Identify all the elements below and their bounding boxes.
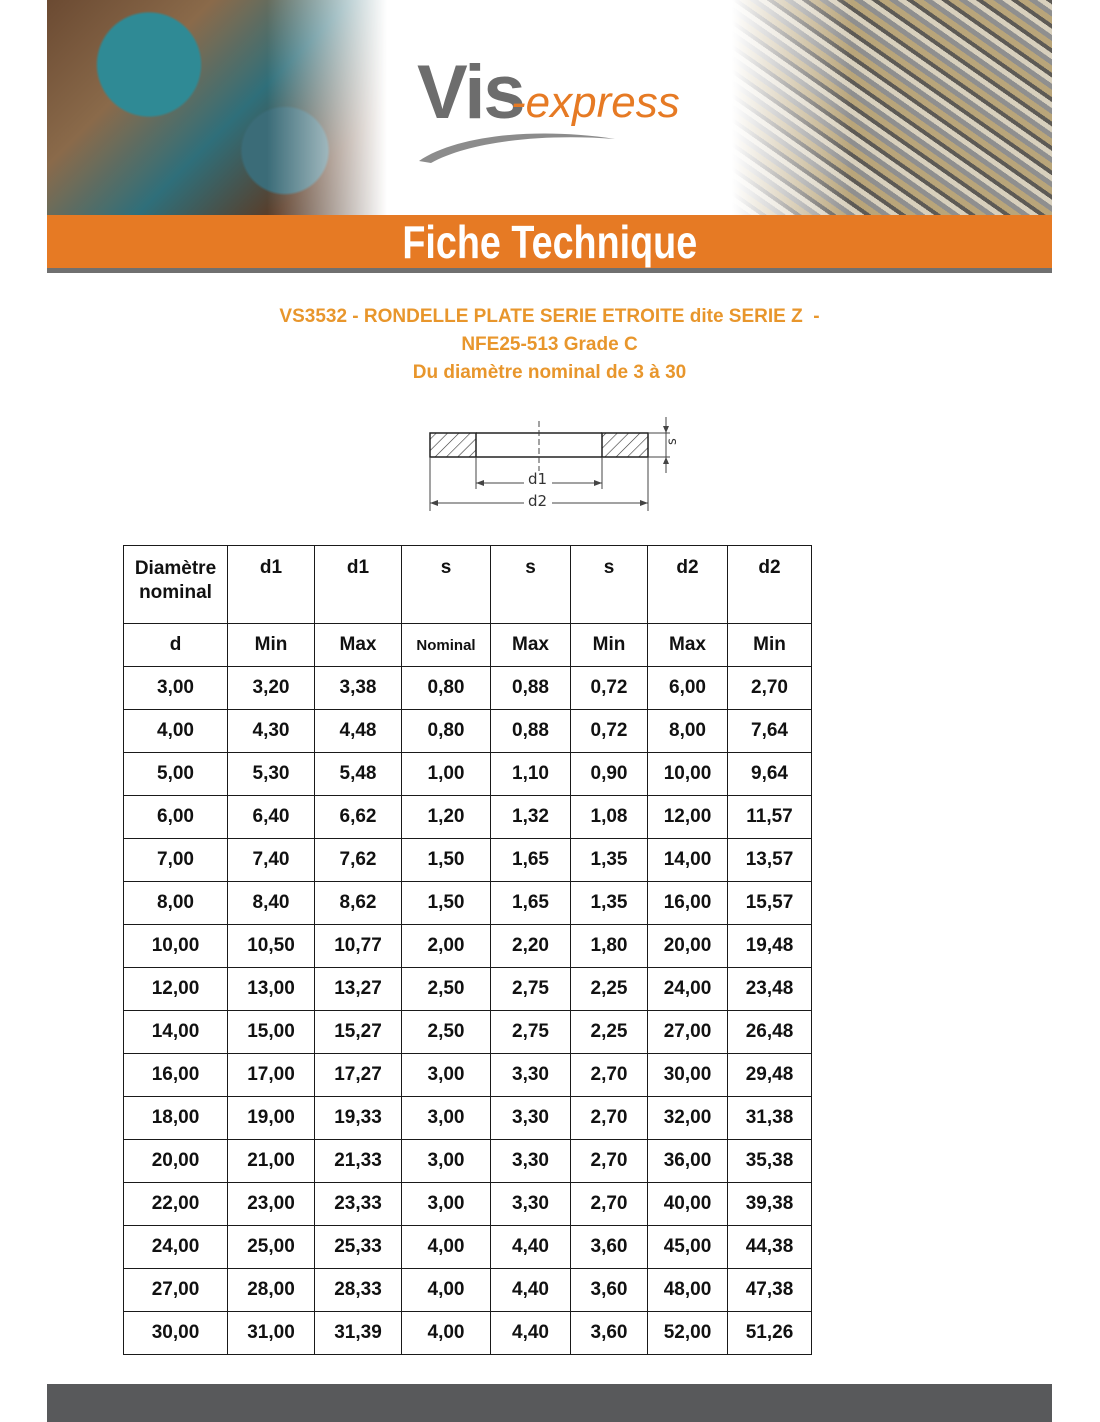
table-row	[124, 796, 812, 839]
title-line-2: NFE25-513 Grade C	[461, 334, 638, 355]
table-cell: 2,70	[571, 1140, 648, 1183]
table-row	[124, 1312, 812, 1355]
table-cell: 23,48	[728, 968, 812, 1011]
table-cell: s	[402, 546, 491, 624]
table-cell: 12,00	[648, 796, 728, 839]
title-line-3: Du diamètre nominal de 3 à 30	[412, 362, 687, 383]
table-cell: 1,50	[402, 882, 491, 925]
table-cell: 1,65	[491, 839, 571, 882]
table-cell: Max	[315, 624, 402, 667]
table-cell: 2,50	[402, 968, 491, 1011]
table-cell: 36,00	[648, 1140, 728, 1183]
table-row	[124, 1097, 812, 1140]
table-cell: 1,00	[402, 753, 491, 796]
table-cell: 48,00	[648, 1269, 728, 1312]
footer-bar	[47, 1384, 1052, 1422]
table-cell: 20,00	[648, 925, 728, 968]
table-row	[124, 1054, 812, 1097]
table-row	[124, 1011, 812, 1054]
table-row	[124, 753, 812, 796]
table-cell: 21,00	[228, 1140, 315, 1183]
washer-cross-section-diagram	[420, 415, 680, 515]
table-cell: Max	[491, 624, 571, 667]
table-cell: 7,64	[728, 710, 812, 753]
table-cell: 2,50	[402, 1011, 491, 1054]
table-cell: 23,00	[228, 1183, 315, 1226]
table-cell: 2,00	[402, 925, 491, 968]
table-cell: 10,77	[315, 925, 402, 968]
table-cell: 4,00	[124, 710, 228, 753]
table-row	[124, 1269, 812, 1312]
table-cell: 7,00	[124, 839, 228, 882]
table-cell: 28,33	[315, 1269, 402, 1312]
table-cell: 6,00	[648, 667, 728, 710]
logo-text-main: Vis	[417, 50, 524, 135]
table-cell: 13,27	[315, 968, 402, 1011]
table-cell: 5,30	[228, 753, 315, 796]
section-banner	[47, 215, 1052, 273]
table-cell: 31,39	[315, 1312, 402, 1355]
table-cell: 23,33	[315, 1183, 402, 1226]
table-cell: 17,27	[315, 1054, 402, 1097]
table-cell: 20,00	[124, 1140, 228, 1183]
table-cell: 1,20	[402, 796, 491, 839]
table-row	[124, 1183, 812, 1226]
table-cell: 27,00	[648, 1011, 728, 1054]
table-cell: 3,00	[402, 1054, 491, 1097]
table-cell: 25,33	[315, 1226, 402, 1269]
table-cell: 9,64	[728, 753, 812, 796]
table-cell: 2,75	[491, 968, 571, 1011]
table-cell: 31,38	[728, 1097, 812, 1140]
table-cell: 1,80	[571, 925, 648, 968]
table-cell: 1,50	[402, 839, 491, 882]
table-cell: 19,00	[228, 1097, 315, 1140]
table-cell: d2	[728, 546, 812, 624]
table-cell: 0,90	[571, 753, 648, 796]
table-cell: Nominal	[402, 624, 491, 667]
table-cell: Max	[648, 624, 728, 667]
table-cell: 3,00	[402, 1183, 491, 1226]
table-row	[124, 925, 812, 968]
table-cell: 1,10	[491, 753, 571, 796]
table-row	[124, 839, 812, 882]
brand-logo	[407, 50, 707, 165]
table-cell: 4,40	[491, 1312, 571, 1355]
table-cell: 11,57	[728, 796, 812, 839]
table-cell: Min	[571, 624, 648, 667]
table-cell: 15,00	[228, 1011, 315, 1054]
table-cell: 6,00	[124, 796, 228, 839]
table-cell: 2,25	[571, 1011, 648, 1054]
table-cell: 15,27	[315, 1011, 402, 1054]
table-row	[124, 1140, 812, 1183]
table-row	[124, 968, 812, 1011]
table-cell: 24,00	[124, 1226, 228, 1269]
table-cell: 2,70	[571, 1054, 648, 1097]
table-cell: 0,88	[491, 667, 571, 710]
product-title	[47, 303, 1052, 387]
table-cell: 4,00	[402, 1312, 491, 1355]
header-photo-tools	[47, 0, 387, 215]
table-cell: 4,48	[315, 710, 402, 753]
table-cell: 14,00	[124, 1011, 228, 1054]
table-cell: 44,38	[728, 1226, 812, 1269]
table-cell: 8,00	[124, 882, 228, 925]
table-cell: 30,00	[124, 1312, 228, 1355]
table-cell: 3,60	[571, 1312, 648, 1355]
table-cell: 19,48	[728, 925, 812, 968]
logo-swoosh-icon	[417, 125, 617, 165]
table-cell: 0,80	[402, 667, 491, 710]
table-cell: 2,75	[491, 1011, 571, 1054]
table-cell: 3,00	[124, 667, 228, 710]
table-cell: 40,00	[648, 1183, 728, 1226]
table-cell: 7,40	[228, 839, 315, 882]
table-cell: 3,30	[491, 1054, 571, 1097]
table-cell: 8,00	[648, 710, 728, 753]
table-cell: 52,00	[648, 1312, 728, 1355]
table-cell: 1,35	[571, 839, 648, 882]
table-cell: 4,00	[402, 1269, 491, 1312]
table-cell: d	[124, 624, 228, 667]
table-cell: 17,00	[228, 1054, 315, 1097]
table-cell: 10,00	[124, 925, 228, 968]
table-cell: 2,20	[491, 925, 571, 968]
table-cell: 4,00	[402, 1226, 491, 1269]
header-photo-screws	[732, 0, 1052, 215]
table-cell: 3,60	[571, 1269, 648, 1312]
table-row	[124, 1226, 812, 1269]
table-cell: 3,38	[315, 667, 402, 710]
table-cell: 21,33	[315, 1140, 402, 1183]
table-cell: 1,08	[571, 796, 648, 839]
table-cell: 3,20	[228, 667, 315, 710]
table-cell: 3,00	[402, 1140, 491, 1183]
table-cell: d1	[228, 546, 315, 624]
table-cell: 2,70	[571, 1097, 648, 1140]
table-cell: 8,62	[315, 882, 402, 925]
table-cell: 16,00	[124, 1054, 228, 1097]
table-cell: 31,00	[228, 1312, 315, 1355]
table-cell: 24,00	[648, 968, 728, 1011]
table-cell: 0,72	[571, 667, 648, 710]
table-row	[124, 667, 812, 710]
banner-title: Fiche Technique	[402, 215, 697, 268]
table-cell: s	[571, 546, 648, 624]
table-cell: 0,72	[571, 710, 648, 753]
table-cell: 4,30	[228, 710, 315, 753]
table-cell: 45,00	[648, 1226, 728, 1269]
table-cell: 1,65	[491, 882, 571, 925]
table-row	[124, 882, 812, 925]
table-header-row-units	[124, 624, 812, 667]
table-cell: Diamètre nominal	[124, 546, 228, 624]
table-cell: 10,50	[228, 925, 315, 968]
table-cell: 26,48	[728, 1011, 812, 1054]
table-cell: 22,00	[124, 1183, 228, 1226]
table-cell: 29,48	[728, 1054, 812, 1097]
header	[47, 0, 1052, 215]
table-cell: 32,00	[648, 1097, 728, 1140]
table-cell: 25,00	[228, 1226, 315, 1269]
table-cell: 15,57	[728, 882, 812, 925]
table-cell: 2,70	[728, 667, 812, 710]
table-cell: 1,35	[571, 882, 648, 925]
table-cell: 13,57	[728, 839, 812, 882]
table-cell: 5,00	[124, 753, 228, 796]
table-cell: 0,88	[491, 710, 571, 753]
table-cell: 6,40	[228, 796, 315, 839]
table-cell: 7,62	[315, 839, 402, 882]
table-cell: d2	[648, 546, 728, 624]
table-header-row-labels	[124, 546, 812, 624]
table-cell: 5,48	[315, 753, 402, 796]
table-cell: 28,00	[228, 1269, 315, 1312]
table-cell: 4,40	[491, 1226, 571, 1269]
table-cell: 4,40	[491, 1269, 571, 1312]
table-cell: 6,62	[315, 796, 402, 839]
table-cell: 12,00	[124, 968, 228, 1011]
table-cell: 3,30	[491, 1183, 571, 1226]
table-row	[124, 710, 812, 753]
table-cell: 13,00	[228, 968, 315, 1011]
diagram-label-d2: d2	[528, 492, 548, 510]
table-cell: 8,40	[228, 882, 315, 925]
title-line-1: VS3532 - RONDELLE PLATE SERIE ETROITE dite SERIE Z -	[279, 306, 820, 327]
table-cell: 14,00	[648, 839, 728, 882]
table-cell: 16,00	[648, 882, 728, 925]
table-cell: 51,26	[728, 1312, 812, 1355]
table-cell: 3,30	[491, 1140, 571, 1183]
table-cell: d1	[315, 546, 402, 624]
table-cell: 0,80	[402, 710, 491, 753]
logo-text-suffix: -express	[511, 78, 680, 127]
table-cell: 18,00	[124, 1097, 228, 1140]
diagram-label-s: s	[665, 438, 680, 445]
table-cell: 47,38	[728, 1269, 812, 1312]
table-cell: 2,70	[571, 1183, 648, 1226]
table-cell: Min	[228, 624, 315, 667]
table-cell: 3,00	[402, 1097, 491, 1140]
table-cell: 1,32	[491, 796, 571, 839]
table-cell: s	[491, 546, 571, 624]
table-cell: 30,00	[648, 1054, 728, 1097]
table-cell: 27,00	[124, 1269, 228, 1312]
table-cell: 39,38	[728, 1183, 812, 1226]
table-cell: 3,30	[491, 1097, 571, 1140]
specification-table	[123, 545, 812, 1355]
table-cell: 3,60	[571, 1226, 648, 1269]
table-cell: Min	[728, 624, 812, 667]
table-cell: 35,38	[728, 1140, 812, 1183]
table-cell: 19,33	[315, 1097, 402, 1140]
diagram-label-d1: d1	[528, 470, 548, 488]
table-cell: 10,00	[648, 753, 728, 796]
table-cell: 2,25	[571, 968, 648, 1011]
